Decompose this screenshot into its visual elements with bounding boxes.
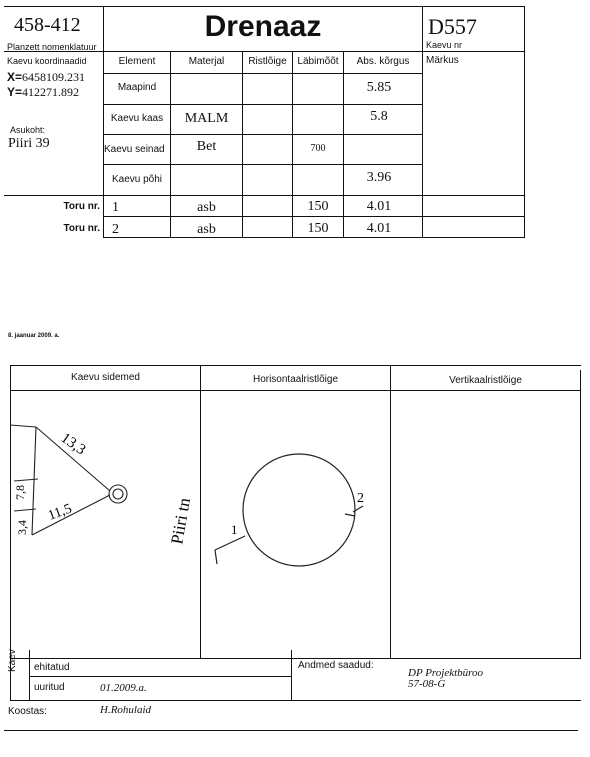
pipe-diameter: 150 [307, 221, 329, 236]
author-value: H.Rohulaid [100, 704, 152, 716]
col-head-remarks: Märkus [426, 55, 459, 66]
well-circle [109, 485, 127, 503]
row-material: MALM [184, 111, 229, 126]
horizontal-section-sketch [201, 440, 390, 580]
row-line-2 [103, 134, 423, 135]
pipe-2-label: 2 [357, 491, 364, 506]
row-element: Kaevu põhi [111, 174, 163, 185]
row-element: Maapind [117, 82, 157, 93]
connections-sketch [10, 405, 200, 555]
coord-x [7, 70, 85, 85]
row-height: 3.96 [366, 170, 392, 185]
pipe-label: Toru nr. [63, 201, 100, 212]
col-head-diameter: Läbimõõt [297, 56, 339, 67]
sheet-right [580, 370, 581, 659]
plan-number-label: Planzett nomenklatuur [7, 42, 97, 52]
row-height: 5.85 [366, 80, 392, 95]
footer-mid-line [29, 676, 291, 677]
top-frame-top [4, 6, 525, 7]
data-from-value: DP Projektbüroo [408, 667, 484, 679]
pipe-diameter: 150 [307, 199, 329, 214]
address-label: Asukoht: [10, 125, 46, 135]
pipe-height: 4.01 [366, 221, 392, 236]
row-element: Kaevu seinad [104, 144, 165, 155]
col-title-vertical: Vertikaalristlõige [449, 375, 522, 386]
street-note: Piiri tn [167, 496, 195, 546]
pipe-1-line [215, 536, 245, 550]
footer-label-divider [29, 650, 30, 700]
coord-y-value: 412271.892 [22, 85, 80, 99]
well-id: D557 [428, 14, 477, 39]
row-line-3 [103, 164, 423, 165]
ref-line-vertical [32, 427, 36, 535]
side-label-top: 7,8 [13, 485, 27, 500]
built-label: ehitatud [34, 662, 70, 673]
pipe-number: 2 [112, 222, 119, 237]
pipe-line-2 [103, 237, 525, 238]
coord-x-value: 6458109.231 [22, 70, 86, 84]
distance-label-mid: 11,5 [46, 501, 74, 524]
col-title-connections: Kaevu sidemed [71, 372, 140, 383]
page-title: Drenaaz [204, 10, 322, 43]
pipe-label: Toru nr. [63, 223, 100, 234]
col-head-height: Abs. kõrgus [356, 56, 410, 67]
plan-number: 458-412 [14, 14, 81, 36]
pipe-2-stub [345, 514, 355, 516]
well-circle-inner [113, 489, 123, 499]
title-box-right [422, 6, 423, 238]
row-material: Bet [196, 139, 217, 154]
pipe-line-1 [103, 216, 525, 217]
footer-value-divider [291, 650, 292, 700]
coord-x-label: X= [7, 70, 23, 84]
coords-label: Kaevu koordinaadid [7, 56, 87, 66]
sheet-divider-2 [390, 365, 391, 659]
pipe-number: 1 [112, 200, 119, 215]
surveyed-label: uuritud [34, 682, 65, 693]
row-element: Kaevu kaas [110, 113, 164, 124]
footer-side-label: Kaev [7, 649, 18, 672]
col-line-2 [242, 51, 243, 238]
date-stamp: 8. jaanuar 2009. a. [8, 333, 60, 339]
col-head-element: Element [118, 56, 156, 67]
sheet-top [10, 365, 581, 366]
col-head-material: Materjal [188, 56, 225, 67]
ref-line-top [10, 425, 36, 427]
coord-y-label: Y= [7, 85, 23, 99]
pipe-height: 4.01 [366, 199, 392, 214]
distance-label-top: 13,3 [57, 430, 89, 459]
side-label-bottom: 3,4 [15, 520, 29, 535]
pipe-1-label: 1 [231, 522, 238, 537]
row-line-1 [103, 104, 423, 105]
coords-bottom [4, 195, 525, 196]
author-line [4, 730, 578, 731]
data-from-label: Andmed saadud: [298, 660, 374, 671]
surveyed-value: 01.2009.a. [100, 682, 147, 694]
address-value: Piiri 39 [8, 136, 50, 151]
col-head-cross: Ristlõige [248, 56, 287, 67]
row-diameter: 700 [310, 143, 326, 154]
pipe-material: asb [197, 222, 216, 237]
footer-top-line [10, 658, 581, 659]
sheet-head-bottom [10, 390, 581, 391]
col-head-bottom [103, 73, 423, 74]
well-cross-section [243, 454, 355, 566]
author-label: Koostas: [8, 706, 47, 717]
data-from-code: 57-08-G [408, 678, 446, 690]
pipe-1-stub [215, 550, 217, 564]
well-id-label: Kaevu nr [426, 40, 463, 50]
top-frame-right [524, 6, 525, 238]
row-height: 5.8 [370, 109, 388, 124]
pipe-material: asb [197, 200, 216, 215]
footer-bottom-line [10, 700, 581, 701]
col-title-horizontal: Horisontaalristlõige [252, 374, 339, 385]
coord-y [7, 85, 79, 100]
